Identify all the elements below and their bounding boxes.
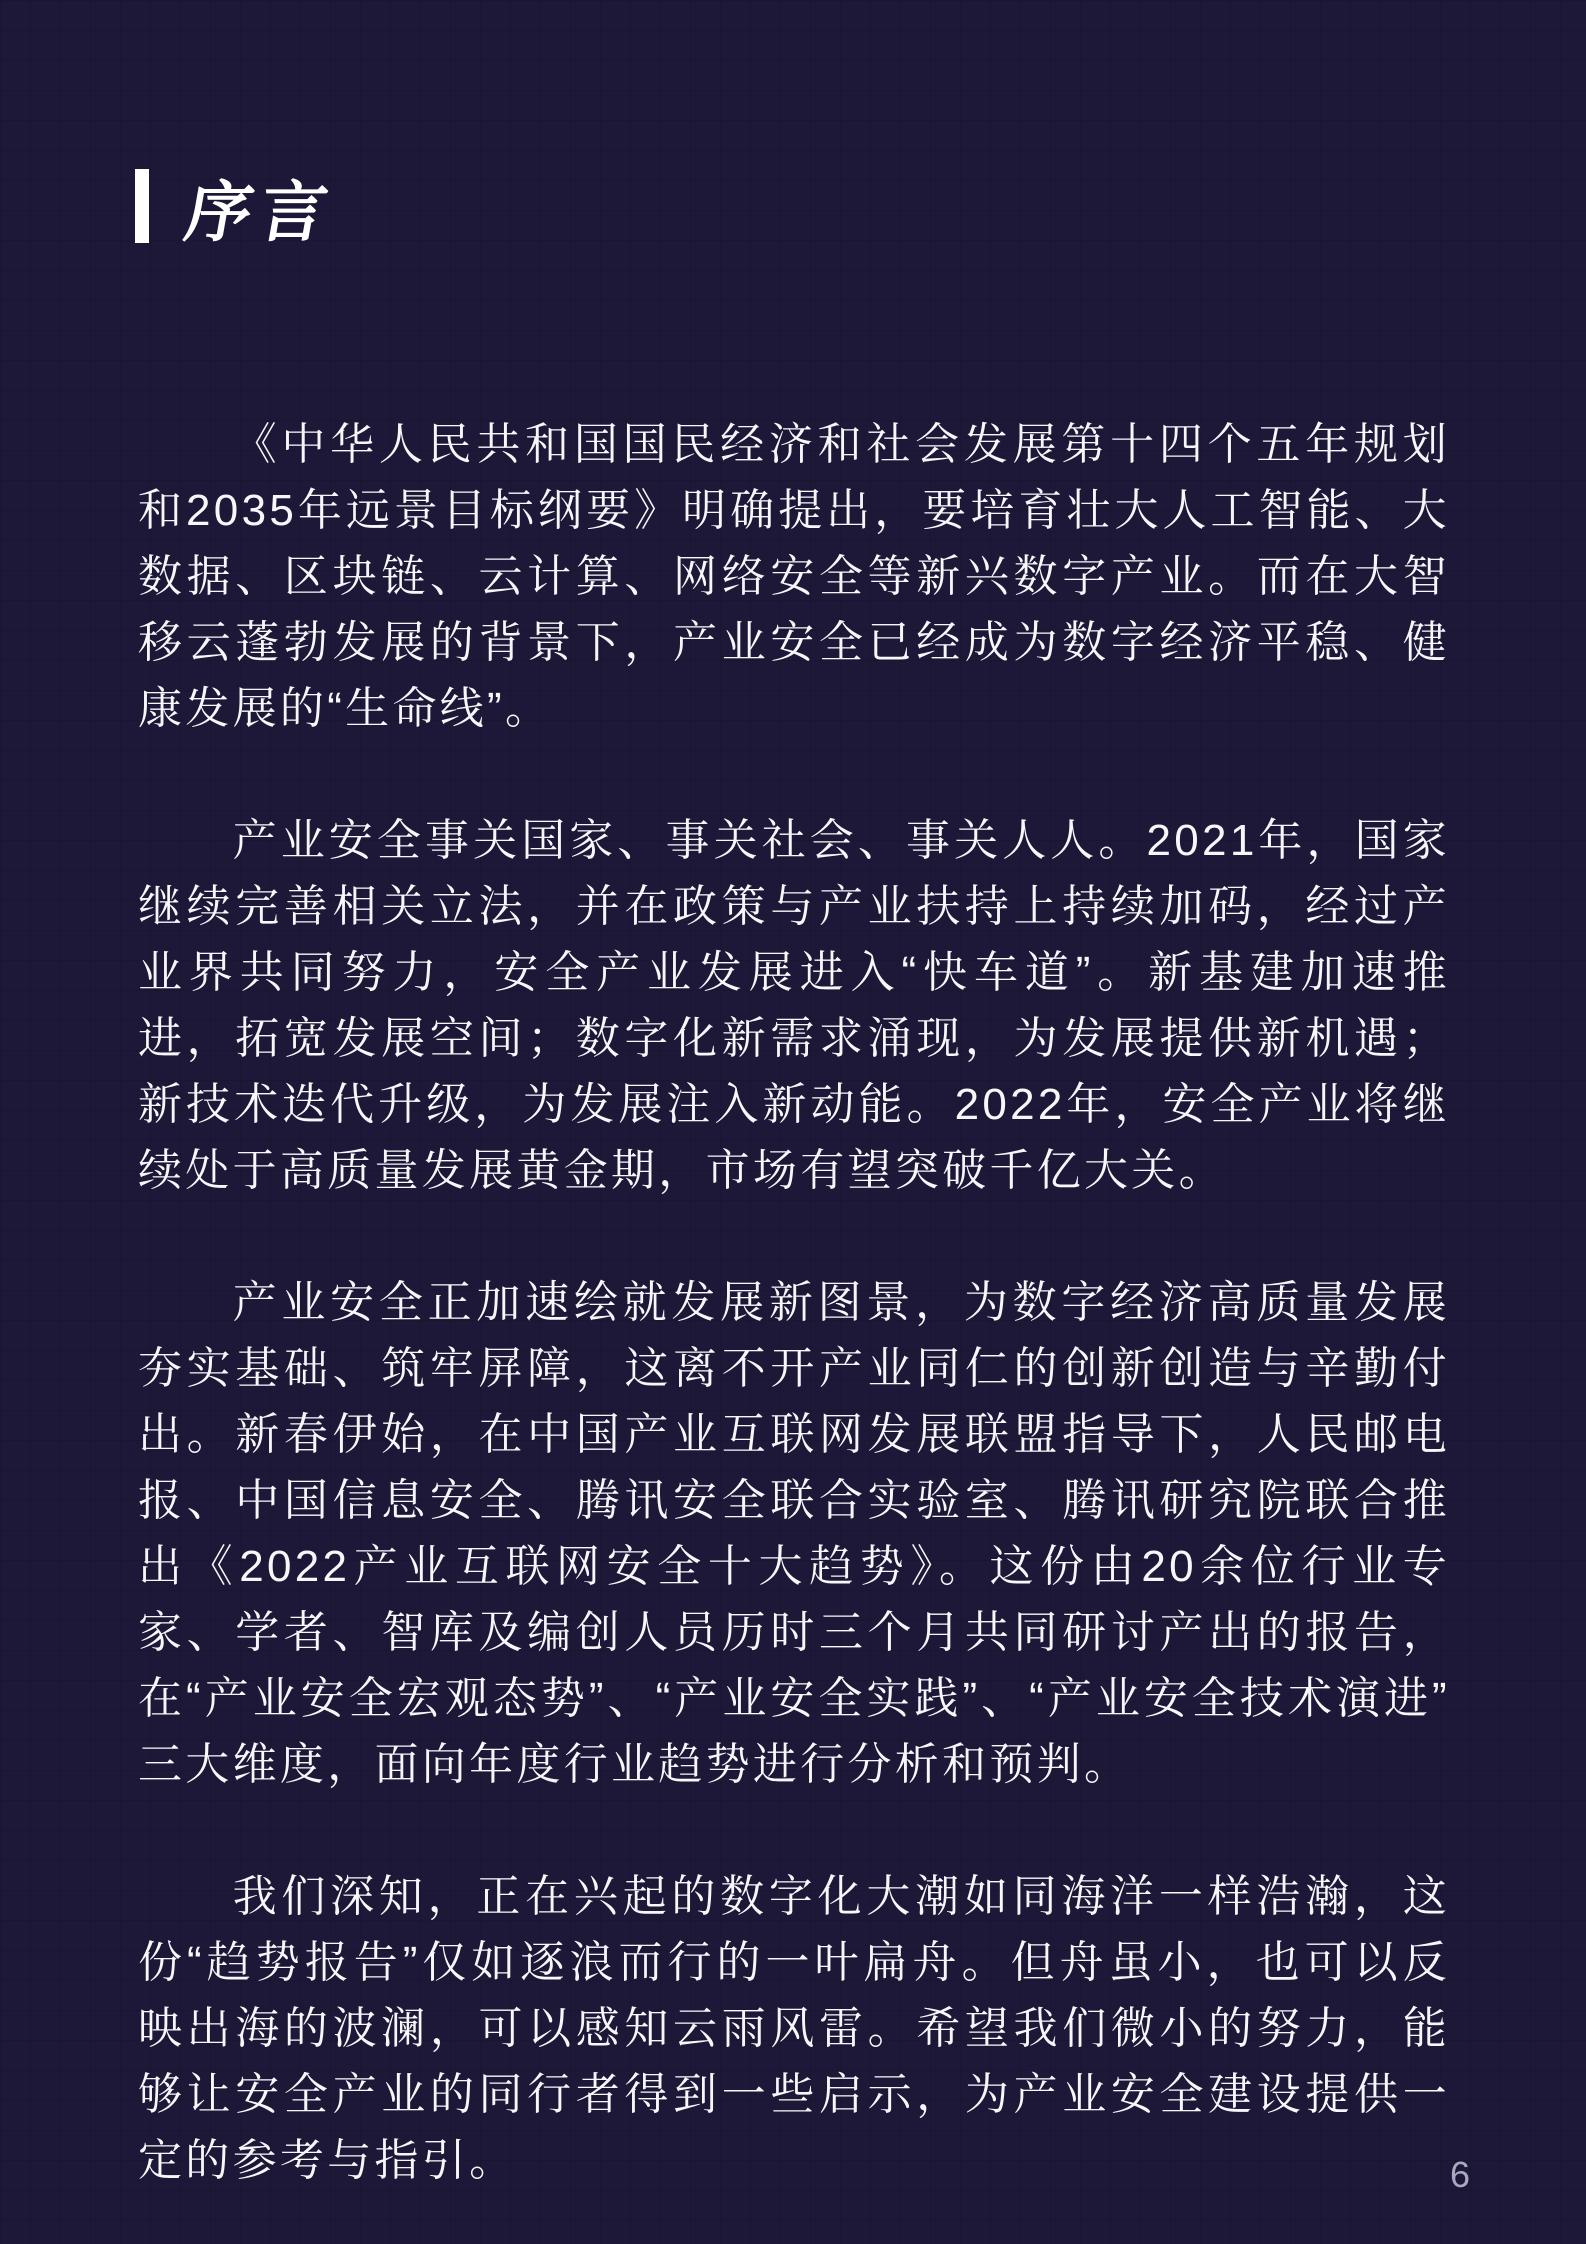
section-header [135,165,1586,247]
title-accent-bar [135,169,149,243]
paragraph-2: 产业安全事关国家、事关社会、事关人人。2021年，国家继续完善相关立法，并在政策与产业扶持上持续加码，经过产业界共同努力，安全产业发展进入“快车道”。新基建加速推进，拓宽发展空间；数字化新需求涌现，为发展提供新机遇；新技术迭代升级，为发展注入新动能。2022年，安全产业将继续处于高质量发展黄金期，市场有望突破千亿大关。 [138,816,1450,1195]
page-title: 序言 [179,174,341,249]
body-text [138,412,1450,2244]
paragraph-3: 产业安全正加速绘就发展新图景，为数字经济高质量发展夯实基础、筑牢屏障，这离不开产业同仁的创新创造与辛勤付出。新春伊始，在中国产业互联网发展联盟指导下，人民邮电报、中国信息安全、腾讯安全联合实验室、腾讯研究院联合推出《2022产业互联网安全十大趋势》。这份由20余位行业专家、学者、智库及编创人员历时三个月共同研讨产出的报告，在“产业安全宏观态势”、“产业安全实践”、“产业安全技术演进”三大维度，面向年度行业趋势进行分析和预判。 [138,1278,1450,1789]
paragraph-1: 《中华人民共和国国民经济和社会发展第十四个五年规划和2035年远景目标纲要》明确提出，要培育壮大人工智能、大数据、区块链、云计算、网络安全等新兴数字产业。而在大智移云蓬勃发展的背景下，产业安全已经成为数字经济平稳、健康发展的“生命线”。 [138,420,1450,733]
paragraph-4: 我们深知，正在兴起的数字化大潮如同海洋一样浩瀚，这份“趋势报告”仅如逐浪而行的一叶扁舟。但舟虽小，也可以反映出海的波澜，可以感知云雨风雷。希望我们微小的努力，能够让安全产业的同行者得到一些启示，为产业安全建设提供一定的参考与指引。 [138,1872,1450,2185]
page-number: 6 [1449,2154,1470,2195]
